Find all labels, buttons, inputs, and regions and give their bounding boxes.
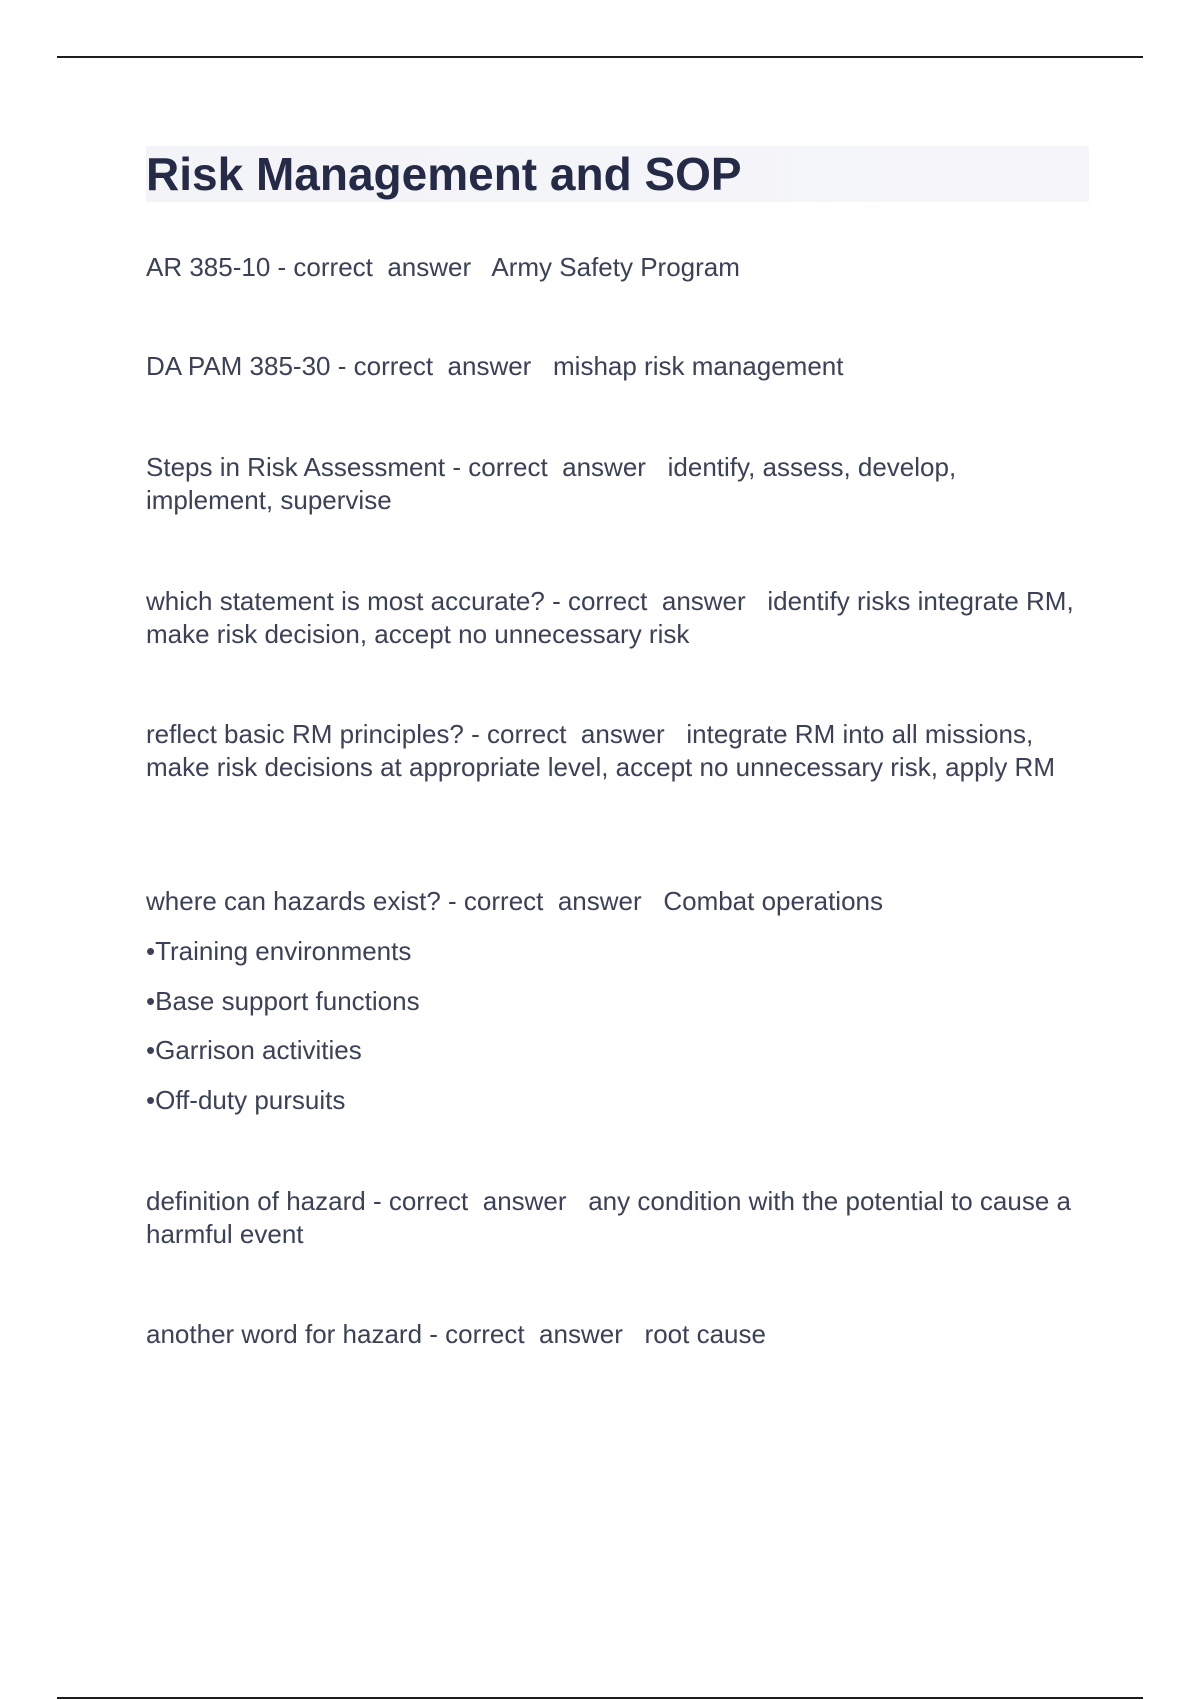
hazard-bullet-item: •Training environments (146, 936, 412, 966)
entry-term: reflect basic RM principles? (146, 719, 464, 749)
entry-term: DA PAM 385-30 (146, 351, 331, 381)
qa-entry (146, 1185, 1086, 1251)
footer-rule (57, 1697, 1143, 1699)
entry-answer: Combat operations (663, 886, 884, 916)
entry-separator: - correct answer (445, 452, 668, 482)
entry-separator: - correct answer (422, 1319, 645, 1349)
entry-term: where can hazards exist? (146, 886, 441, 916)
qa-entry (146, 251, 1086, 284)
hazard-bullet-item: •Off-duty pursuits (146, 1085, 346, 1115)
entry-answer: mishap risk management (553, 351, 844, 381)
hazard-bullet-item: •Base support functions (146, 986, 420, 1016)
entry-term: AR 385-10 (146, 252, 271, 282)
entry-term: Steps in Risk Assessment (146, 452, 446, 482)
qa-entry (146, 885, 1086, 918)
entry-separator: - correct answer (463, 719, 687, 749)
entry-answer: any condition with the potential to cause a harmful event (146, 1186, 1071, 1249)
entry-answer: integrate RM into all missions, make risk decisions at appropriate level, accept no unnecessary risk, apply RM (146, 719, 1055, 782)
entry-answer: identify, assess, develop, implement, supervise (146, 452, 957, 515)
qa-entry (146, 1318, 1086, 1351)
entry-separator: - correct answer (365, 1186, 589, 1216)
entry-term: which statement is most accurate? (146, 586, 545, 616)
entry-answer: identify risks integrate RM, make risk decision, accept no unnecessary risk (146, 586, 1074, 649)
header-rule (57, 56, 1143, 58)
entry-separator: - correct answer (330, 351, 554, 381)
entry-separator: - correct answer (440, 886, 664, 916)
qa-entry (146, 585, 1086, 651)
entry-term: another word for hazard (146, 1319, 423, 1349)
qa-entry (146, 350, 1086, 383)
entry-answer: root cause (644, 1319, 766, 1349)
qa-entry (146, 718, 1086, 784)
entry-term: definition of hazard (146, 1186, 366, 1216)
entry-separator: - correct answer (544, 586, 768, 616)
entry-answer: Army Safety Program (491, 252, 740, 282)
qa-entry (146, 451, 1086, 517)
entry-separator: - correct answer (270, 252, 492, 282)
page-title: Risk Management and SOP (146, 148, 742, 200)
hazard-bullet-item: •Garrison activities (146, 1035, 362, 1065)
